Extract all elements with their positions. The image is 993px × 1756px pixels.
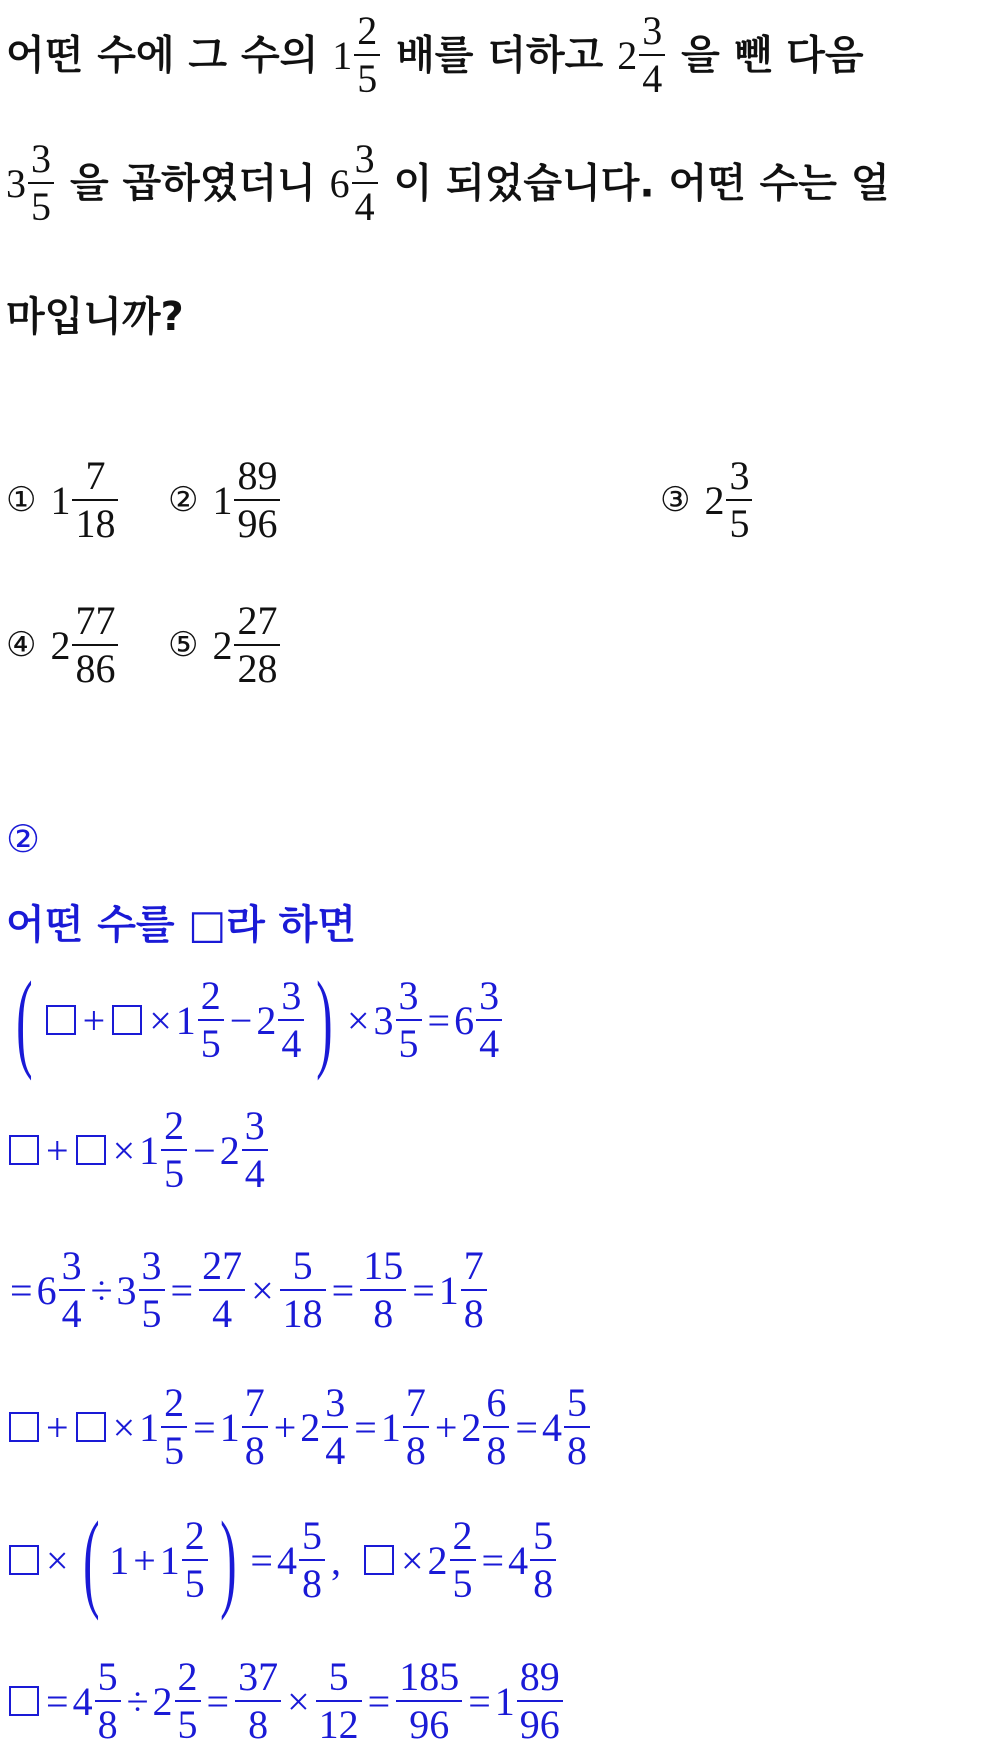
fraction: $\frac{3}{5}$ (28, 138, 54, 228)
solution-equation-6: = 4 $\frac{5}{8}$ ÷ 2 $\frac{2}{5}$ = $\frac{37}{8}$ × $\frac{5}{12}$ = $\frac{185}{96}$ = 1 $\frac{89}{96}$ (6, 1656, 565, 1746)
question-line-1 (6, 10, 864, 100)
answer-mark: ② (6, 817, 41, 861)
mixed-number: 1 $\frac{89}{96}$ (212, 455, 282, 545)
solution-intro: 어떤 수를 □라 하면 (6, 902, 357, 948)
unknown-box (9, 1686, 39, 1716)
option-5[interactable]: ⑤ 2 $\frac{27}{28}$ (168, 600, 282, 690)
mixed-number: 2 $\frac{3}{4}$ (617, 10, 667, 100)
solution-equation-5: × ( 1 + 1 $\frac{2}{5}$ ) = 4 $\frac{5}{8}$ , × 2 $\frac{2}{5}$ = 4 $\frac{5}{8}$ (6, 1505, 558, 1615)
unknown-box (46, 1005, 76, 1035)
question-text: 어떤 수에 그 수의 (6, 32, 319, 79)
solution-equation-3: = 6 $\frac{3}{4}$ ÷ 3 $\frac{3}{5}$ = $\frac{27}{4}$ × $\frac{5}{18}$ = $\frac{15}{8}$ = 1 $\frac{7}{8}$ (6, 1245, 489, 1335)
option-4[interactable]: ④ 2 $\frac{77}{86}$ (6, 600, 120, 690)
unknown-box (9, 1135, 39, 1165)
solution-equation-2: + × 1 $\frac{2}{5}$ − 2 $\frac{3}{4}$ (6, 1105, 270, 1195)
mixed-number: 6 $\frac{3}{4}$ (330, 138, 380, 228)
fraction: $\frac{2}{5}$ (354, 10, 380, 100)
option-2[interactable]: ② 1 $\frac{89}{96}$ (168, 455, 282, 545)
mixed-number: 1 $\frac{7}{18}$ (50, 455, 120, 545)
mixed-number: 2 $\frac{27}{28}$ (212, 600, 282, 690)
unknown-box (9, 1545, 39, 1575)
mixed-number: 2 $\frac{3}{5}$ (704, 455, 754, 545)
mixed-number: 3 $\frac{3}{5}$ (6, 138, 56, 228)
question-text: 배를 더하고 (396, 32, 604, 79)
unknown-box (9, 1412, 39, 1442)
fraction: $\frac{3}{4}$ (639, 10, 665, 100)
question-line-2 (6, 138, 890, 228)
option-1[interactable]: ① 1 $\frac{7}{18}$ (6, 455, 120, 545)
unknown-box (76, 1412, 106, 1442)
question-text: 을 곱하였더니 (69, 160, 316, 207)
question-line-3 (6, 285, 184, 342)
question-text: 이 되었습니다. 어떤 수는 얼 (393, 160, 890, 207)
fraction: $\frac{3}{4}$ (352, 138, 378, 228)
solution-equation-1: ( + × 1 $\frac{2}{5}$ − 2 $\frac{3}{4}$ ) × 3 $\frac{3}{5}$ = 6 $\frac{3}{4}$ (6, 965, 504, 1075)
option-3[interactable]: ③ 2 $\frac{3}{5}$ (660, 455, 754, 545)
unknown-box (364, 1545, 394, 1575)
unknown-box (112, 1005, 142, 1035)
mixed-number: 1 $\frac{2}{5}$ (332, 10, 382, 100)
solution-equation-4: + × 1 $\frac{2}{5}$ = 1 $\frac{7}{8}$ + 2 $\frac{3}{4}$ = 1 $\frac{7}{8}$ + 2 $\frac{6}{8}$ = 4 $\frac{5}{8}$ (6, 1382, 592, 1472)
question-text: 마입니까? (6, 294, 184, 340)
question-text: 을 뺀 다음 (681, 32, 864, 79)
unknown-box (76, 1135, 106, 1165)
mixed-number: 2 $\frac{77}{86}$ (50, 600, 120, 690)
